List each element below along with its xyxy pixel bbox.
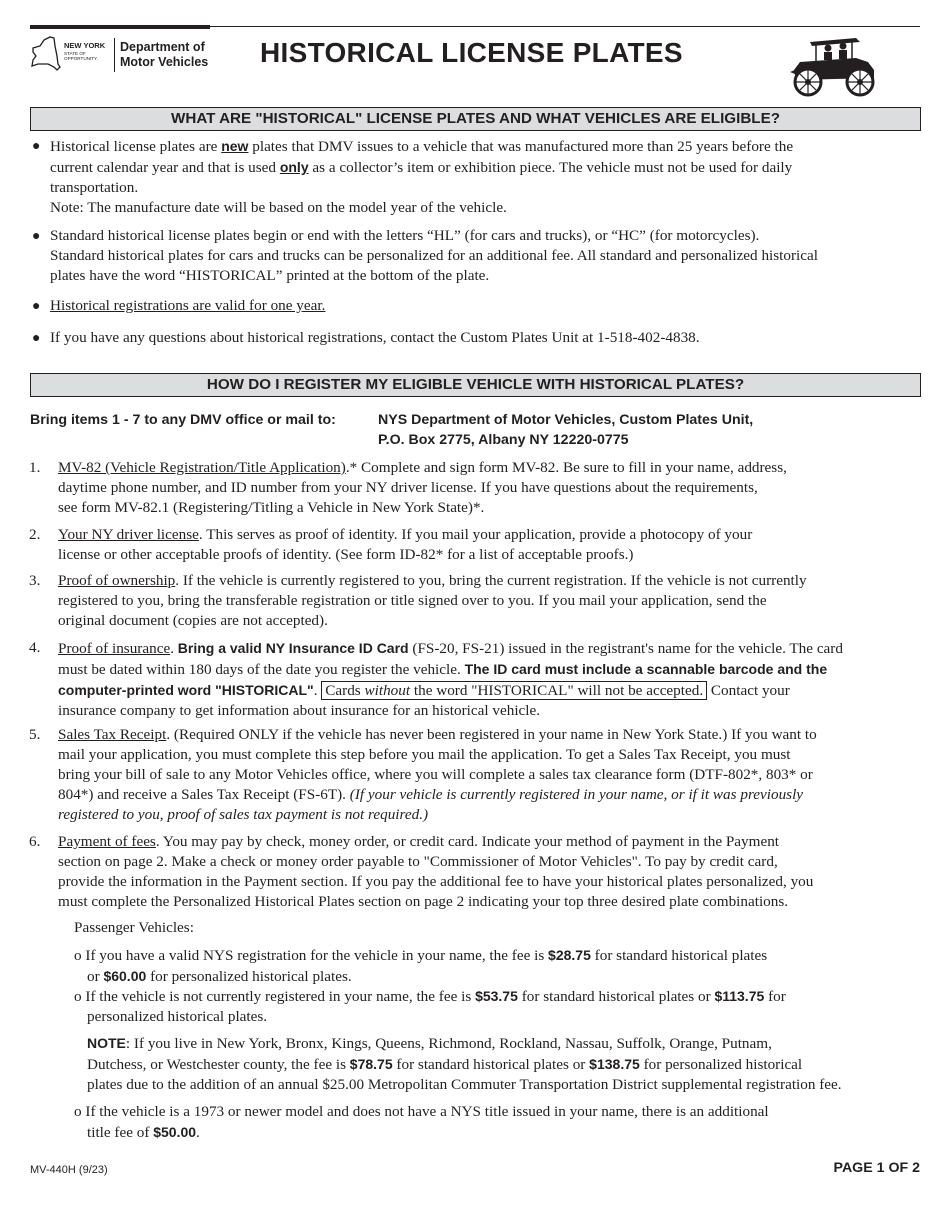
bring-items-label: Bring items 1 - 7 to any DMV office or mail to: bbox=[30, 412, 336, 428]
item-driver-license: Your NY driver license. This serves as proof of identity. If you mail your application, provide a photocopy of your license or other acceptable proofs of identity. (See form ID-82* for a list of acceptable proofs.) bbox=[58, 526, 753, 563]
bullet-icon: ● bbox=[32, 299, 41, 314]
fee-option-not-registered: o If the vehicle is not currently registered in your name, the fee is $53.75 for standard historical plates or $113.75 for personalized historical plates. bbox=[74, 988, 786, 1025]
item-payment-of-fees: Payment of fees. You may pay by check, money order, or credit card. Indicate your method of payment in the Payment section on page 2. Make a check or money order payable to "Commissioner of Motor Vehicles". To pay by credit card, provide the information in the Payment section. If you pay the additional fee to have your historical plates personalized, you must complete the Personalized Historical Plates section on page 2 indicating your top three desired plate combinations. bbox=[58, 833, 814, 910]
section-heading-eligibility: WHAT ARE "HISTORICAL" LICENSE PLATES AND WHAT VEHICLES ARE ELIGIBLE? bbox=[30, 107, 921, 131]
bullet-icon: ● bbox=[32, 229, 41, 244]
item-vehicle-registration-form: MV-82 (Vehicle Registration/Title Application).* Complete and sign form MV-82. Be sure to fill in your name, address, daytime phone number, and ID number from your NY driver license. If you have questions about the requirements, see form MV-82.1 (Registering/Titling a Vehicle in New York State)*. bbox=[58, 459, 787, 516]
item-number: 5. bbox=[29, 726, 41, 743]
eligibility-paragraph-1: Historical license plates are new plates that DMV issues to a vehicle that was manufactured more than 25 years before the current calendar year and that is used only as a collector’s item or exhibition piece. The vehicle must not be used for daily transportation. Note: The manufacture date will be based on the model year of the vehicle. bbox=[50, 138, 794, 216]
eligibility-paragraph-3: Historical registrations are valid for one year. bbox=[50, 297, 326, 314]
item-proof-of-insurance: Proof of insurance. Bring a valid NY Insurance ID Card (FS-20, FS-21) issued in the registrant's name for the vehicle. The card must be dated within 180 days of the date you register the vehicle. The ID card must include a scannable barcode and the computer-printed word "HISTORICAL". Cards without the word "HISTORICAL" will not be accepted. Contact your insurance company to get information about insurance for an historical vehicle. bbox=[58, 640, 843, 719]
fee-note-mctd: NOTE: If you live in New York, Bronx, Kings, Queens, Richmond, Rockland, Nassau, Suffolk, Orange, Putnam, Dutchess, or Westchester county, the fee is $78.75 for standard historical plates or $138.75 for personalized historical plates due to the addition of an annual $25.00 Metropolitan Commuter Transportation District supplemental registration fee. bbox=[87, 1035, 842, 1093]
form-id: MV-440H (9/23) bbox=[30, 1164, 108, 1176]
eligibility-paragraph-2: Standard historical license plates begin or end with the letters “HL” (for cars and trucks), or “HC” (for motorcycles). Standard historical plates for cars and trucks can be personalized for an additional fee. All standard and personalized historical plates have the word “HISTORICAL” printed at the bottom of the plate. bbox=[50, 227, 818, 284]
ny-logo-tagline: STATE OF OPPORTUNITY. bbox=[64, 51, 98, 62]
item-number: 2. bbox=[29, 526, 41, 543]
item-number: 1. bbox=[29, 459, 41, 476]
page-title: HISTORICAL LICENSE PLATES bbox=[260, 37, 683, 68]
bullet-icon: ● bbox=[32, 139, 41, 154]
item-sales-tax-receipt: Sales Tax Receipt. (Required ONLY if the vehicle has never been registered in your name in New York State.) If you want to mail your application, you must complete this step before you mail the application. To get a Sales Tax Receipt, you must bring your bill of sale to any Motor Vehicles office, where you will complete a sales tax clearance form (DTF-802*, 803* or 804*) and receive a Sales Tax Receipt (FS-6T). (If your vehicle is currently registered in your name, or if it was previously registered to you, proof of sales tax payment is not required.) bbox=[58, 726, 817, 823]
item-number: 4. bbox=[29, 639, 41, 656]
ny-state-map-icon bbox=[30, 34, 62, 74]
fee-option-registered: o If you have a valid NYS registration for the vehicle in your name, the fee is $28.75 for standard historical plates or $60.00 for personalized historical plates. bbox=[74, 947, 768, 985]
passenger-vehicles-label: Passenger Vehicles: bbox=[74, 919, 194, 936]
header-rule-thick bbox=[30, 25, 210, 29]
fee-option-title: o If the vehicle is a 1973 or newer model and does not have a NYS title issued in your name, there is an additional title fee of $50.00. bbox=[74, 1103, 769, 1141]
vintage-car-icon bbox=[786, 32, 880, 98]
mailing-address: NYS Department of Motor Vehicles, Custom Plates Unit, P.O. Box 2775, Albany NY 12220-0775 bbox=[378, 412, 754, 448]
dmv-logo-text: Department of Motor Vehicles bbox=[120, 40, 209, 69]
ny-logo-wordmark: NEW YORK bbox=[64, 41, 106, 50]
item-proof-of-ownership: Proof of ownership. If the vehicle is currently registered to you, bring the current registration. If the vehicle is not currently registered to you, bring the transferable registration or title signed over to you. If you mail your application, send the original document (copies are not accepted). bbox=[58, 572, 807, 629]
page-number: PAGE 1 OF 2 bbox=[833, 1160, 920, 1176]
bullet-icon: ● bbox=[32, 331, 41, 346]
item-number: 3. bbox=[29, 572, 41, 589]
section-heading-registration: HOW DO I REGISTER MY ELIGIBLE VEHICLE WITH HISTORICAL PLATES? bbox=[30, 373, 921, 397]
logo-divider bbox=[114, 38, 115, 72]
item-number: 6. bbox=[29, 833, 41, 850]
eligibility-paragraph-4: If you have any questions about historical registrations, contact the Custom Plates Unit at 1-518-402-4838. bbox=[50, 329, 700, 346]
historical-warning-box: Cards without the word "HISTORICAL" will not be accepted. bbox=[321, 681, 707, 700]
